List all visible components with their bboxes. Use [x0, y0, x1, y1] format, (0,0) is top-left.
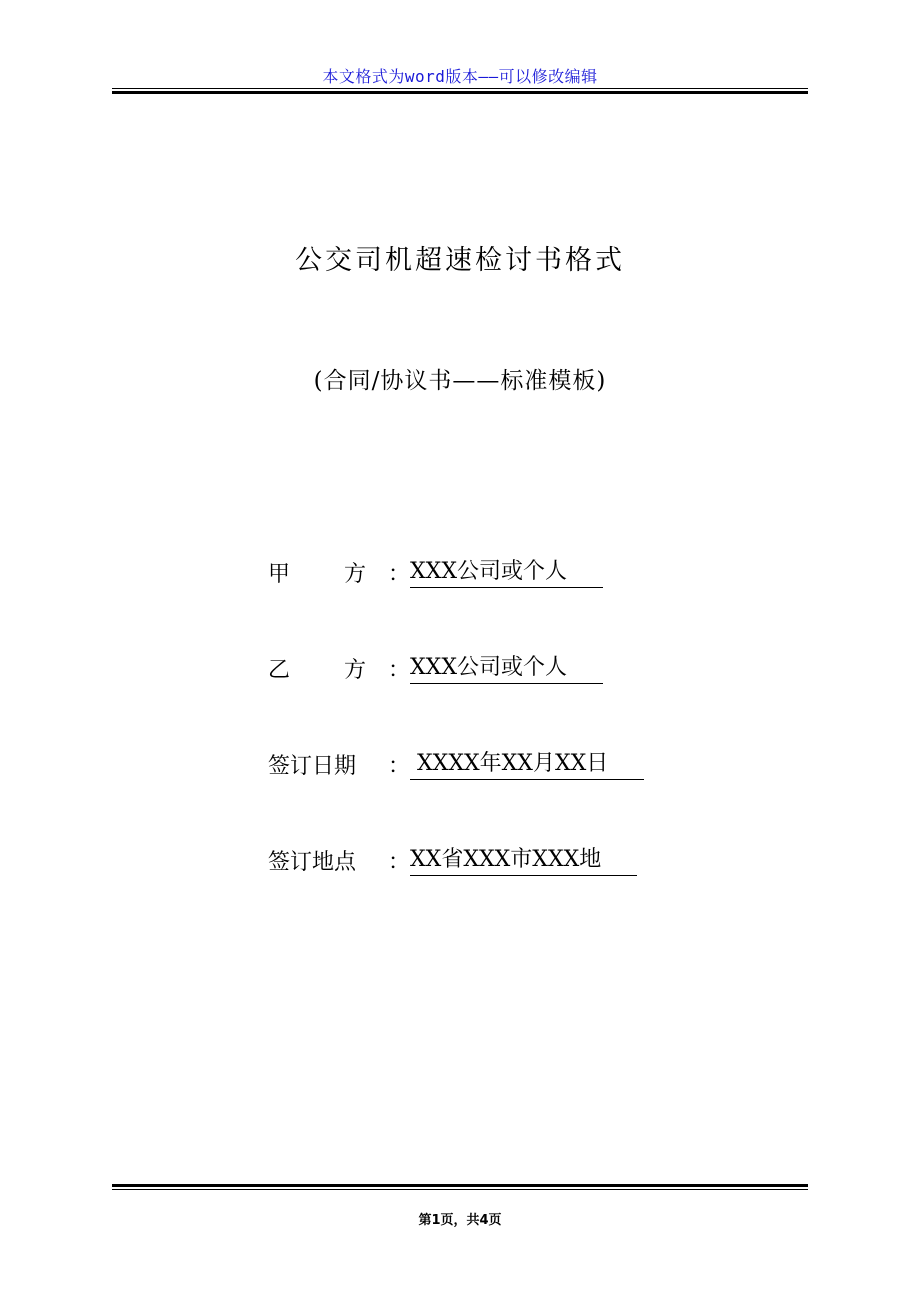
party-a-label	[268, 557, 388, 588]
document-header-note: 本文格式为word版本——可以修改编辑	[322, 67, 598, 86]
sign-place-value[interactable]: XX省XXX市XXX地	[410, 842, 637, 876]
footer-rule-thick	[112, 1184, 808, 1187]
document-title: 公交司机超速检讨书格式	[295, 245, 625, 276]
sign-date-colon: ：	[388, 754, 411, 779]
sign-place-colon: ：	[388, 850, 411, 875]
sign-date-label: 签订日期	[268, 754, 357, 779]
header-rule-thick	[112, 91, 808, 94]
document-subtitle: (合同/协议书——标准模板)	[313, 368, 607, 394]
party-b-value[interactable]: XXX公司或个人	[410, 650, 603, 684]
page-number: 第1页，共4页	[418, 1213, 502, 1228]
sign-place-label: 签订地点	[268, 850, 357, 875]
header-rule-thin	[112, 88, 808, 89]
party-a-label-last: 方	[343, 562, 366, 587]
party-a-value[interactable]: XXX公司或个人	[410, 554, 603, 588]
sign-date-value[interactable]: XXXX年XX月XX日	[410, 746, 644, 780]
party-a-label-first: 甲	[268, 562, 291, 587]
footer-rule-thin	[112, 1189, 808, 1190]
party-b-label-last: 方	[343, 658, 366, 683]
party-a-colon: ：	[388, 562, 411, 587]
sign-date-field	[268, 746, 644, 780]
party-b-field	[268, 650, 603, 684]
party-b-label-first: 乙	[268, 658, 291, 683]
party-a-field	[268, 554, 603, 588]
party-b-colon: ：	[388, 658, 411, 683]
sign-place-field	[268, 842, 637, 876]
party-b-label	[268, 653, 388, 684]
